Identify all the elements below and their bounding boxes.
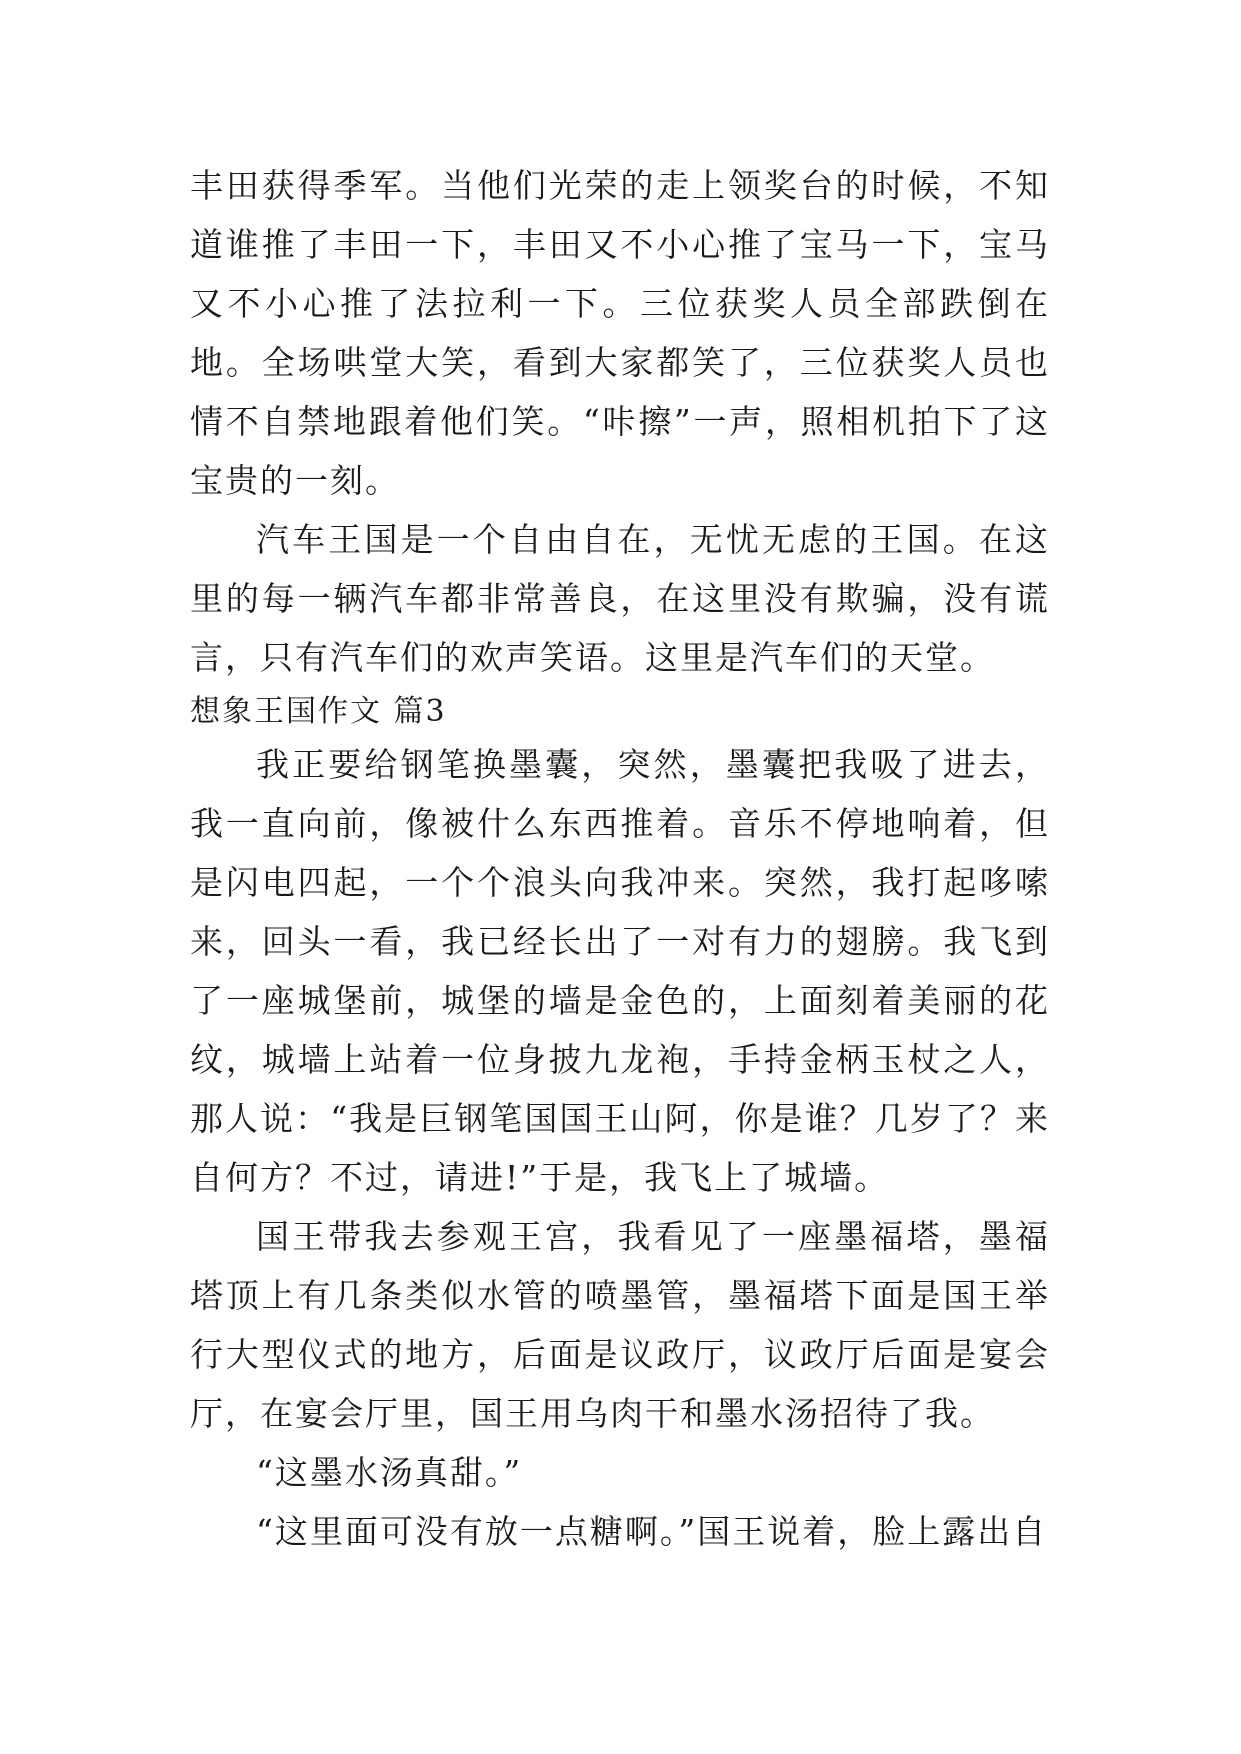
paragraph: 汽车王国是一个自由自在，无忧无虑的王国。在这里的每一辆汽车都非常善良，在这里没有欺骗，没有谎言，只有汽车们的欢声笑语。这里是汽车们的天堂。 <box>190 520 1050 677</box>
paragraph: “这里面可没有放一点糖啊。”国王说着，脸上露出自 <box>256 1512 1048 1551</box>
paragraph: “这墨水汤真甜。” <box>256 1453 523 1492</box>
essay-heading: 想象王国作文 篇3 <box>190 694 447 729</box>
section-b <box>190 735 1050 1561</box>
paragraph: 国王带我去参观王宫，我看见了一座墨福塔，墨福塔顶上有几条类似水管的喷墨管，墨福塔下面是国王举行大型仪式的地方，后面是议政厅，议政厅后面是宴会厅，在宴会厅里，国王用乌肉干和墨水汤招待了我。 <box>190 1217 1050 1433</box>
paragraph: 我正要给钢笔换墨囊，突然，墨囊把我吸了进去，我一直向前，像被什么东西推着。音乐不停地响着，但是闪电四起，一个个浪头向我冲来。突然，我打起哆嗦来，回头一看，我已经长出了一对有力的翅膀。我飞到了一座城堡前，城堡的墙是金色的，上面刻着美丽的花纹，城墙上站着一位身披九龙袍，手持金柄玉杖之人，那人说：“我是巨钢笔国国王山阿，你是谁？几岁了？来自何方？不过，请进!”于是，我飞上了城墙。 <box>190 745 1050 1197</box>
paragraph: 丰田获得季军。当他们光荣的走上领奖台的时候，不知道谁推了丰田一下，丰田又不小心推了宝马一下，宝马又不小心推了法拉利一下。三位获奖人员全部跌倒在地。全场哄堂大笑，看到大家都笑了，三位获奖人员也情不自禁地跟着他们笑。“咔擦”一声，照相机拍下了这宝贵的一刻。 <box>190 166 1050 500</box>
section-a <box>190 156 1050 687</box>
